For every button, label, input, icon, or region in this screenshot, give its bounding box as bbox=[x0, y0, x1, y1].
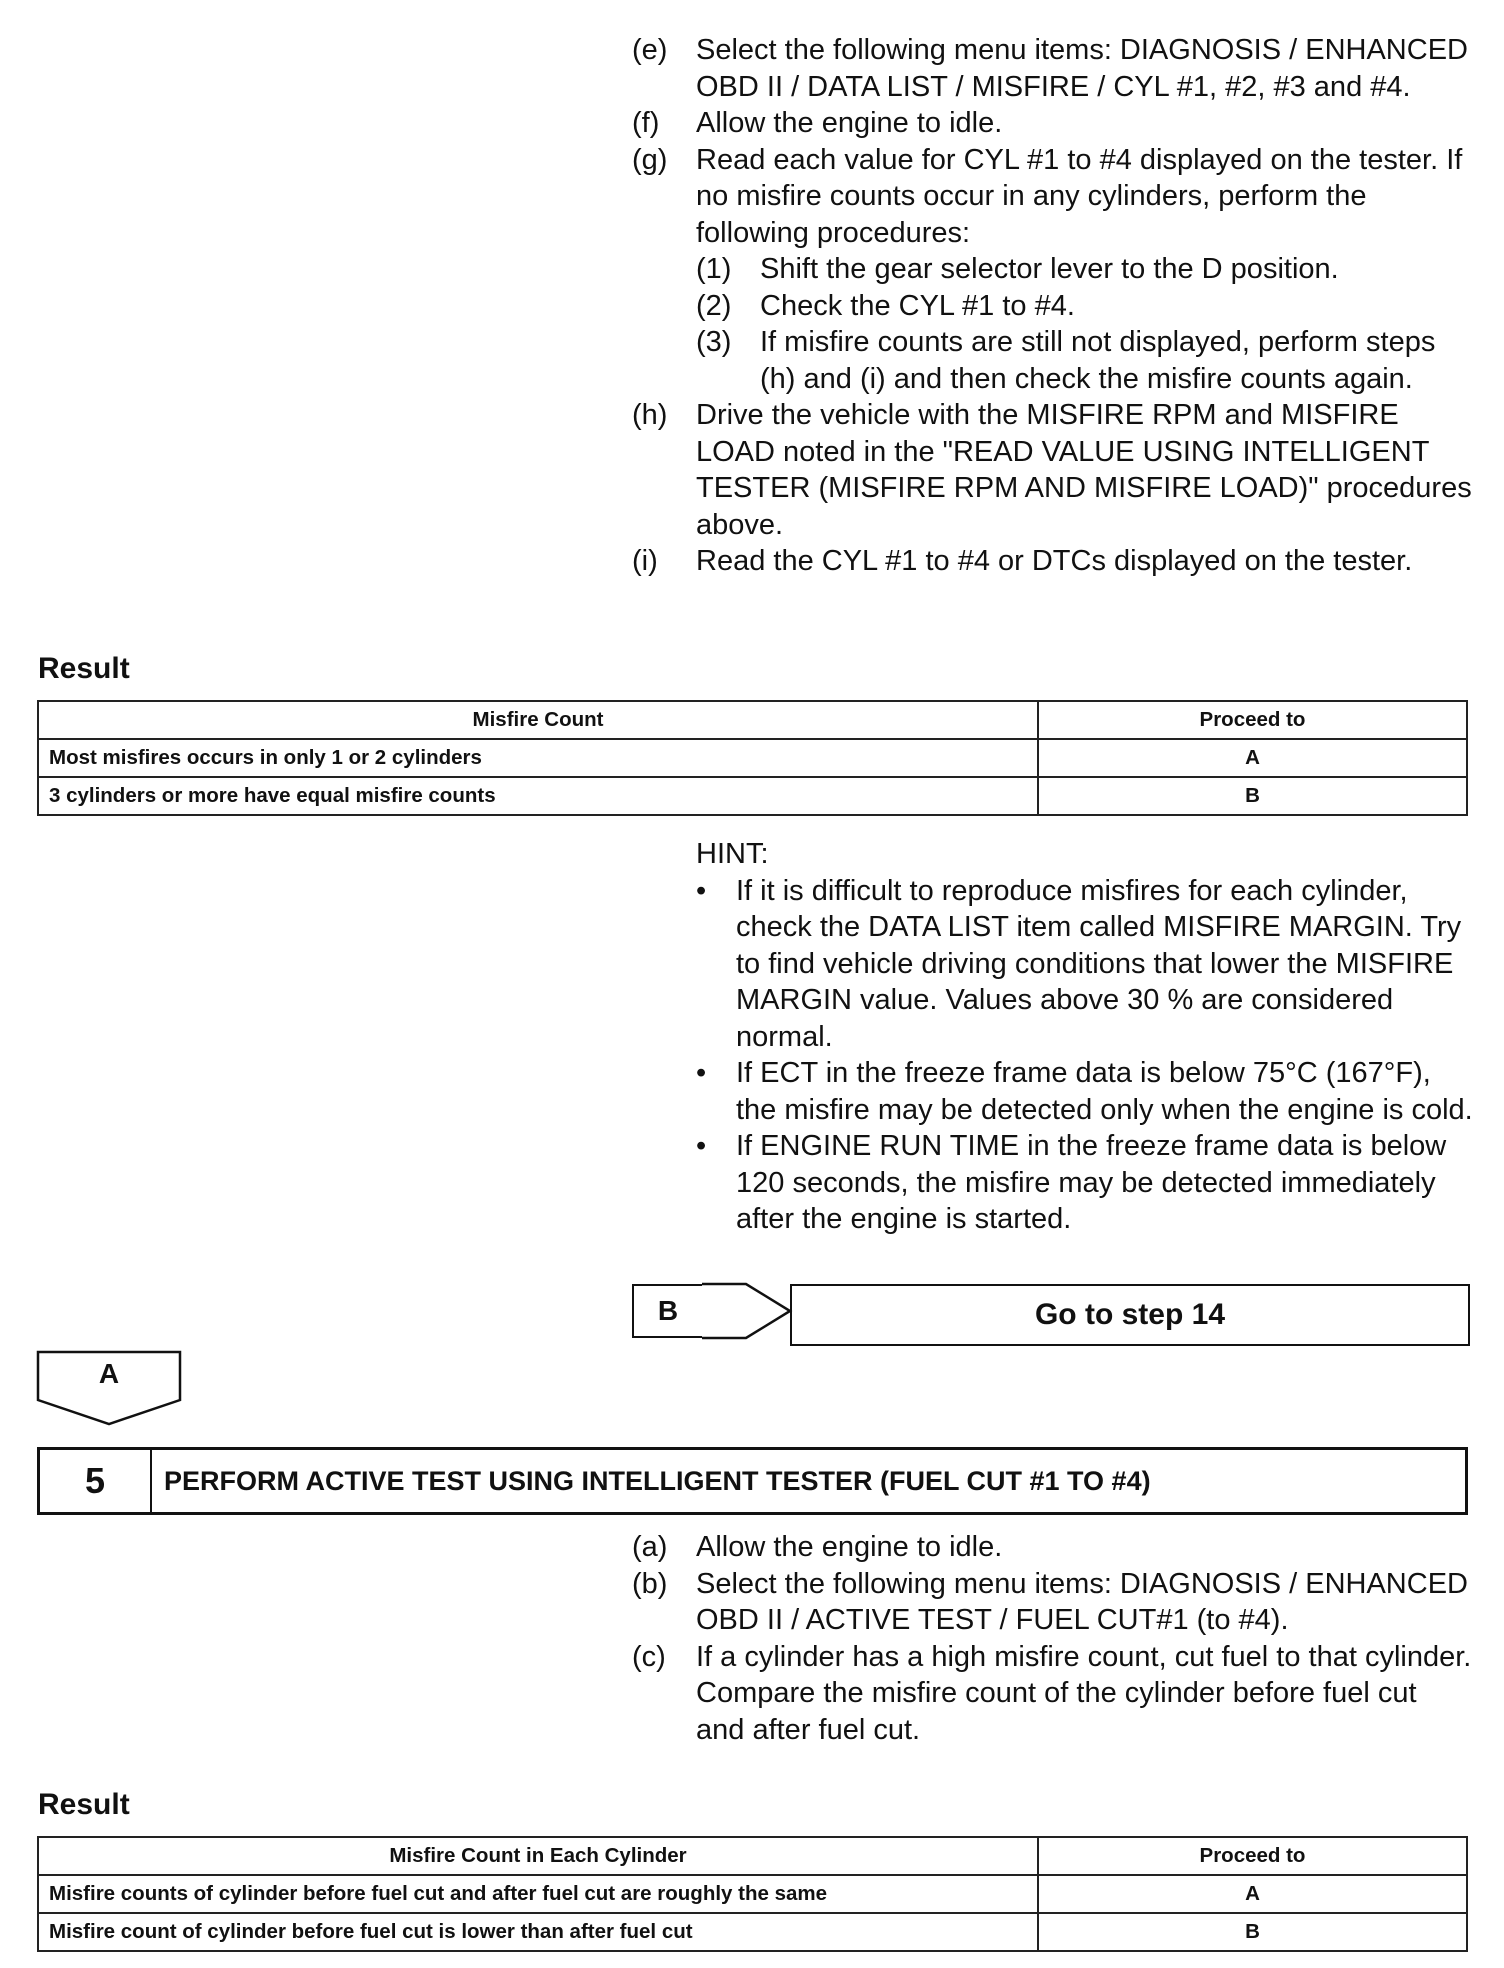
step-b bbox=[632, 1566, 1472, 1639]
hint-block bbox=[696, 836, 1476, 1238]
step-label: (g) bbox=[632, 143, 668, 176]
step-label: (f) bbox=[632, 107, 660, 139]
step-label: (a) bbox=[632, 1531, 668, 1563]
bullet-icon: • bbox=[696, 1057, 707, 1089]
bullet-icon: • bbox=[696, 874, 707, 907]
step-e bbox=[632, 32, 1472, 105]
step-c bbox=[632, 1639, 1472, 1749]
table-row bbox=[38, 1913, 1467, 1951]
result-heading: Result bbox=[38, 652, 130, 685]
bullet-icon: • bbox=[696, 1130, 707, 1162]
table-cell: B bbox=[1038, 777, 1467, 815]
step-label: (i) bbox=[632, 545, 658, 577]
hint-title: HINT: bbox=[696, 838, 769, 870]
step-label: (c) bbox=[632, 1640, 666, 1673]
table-cell: Most misfires occurs in only 1 or 2 cylinders bbox=[38, 739, 1038, 777]
step-f bbox=[632, 105, 1472, 142]
substep-text: Shift the gear selector lever to the D position. bbox=[760, 253, 1339, 285]
substep-1 bbox=[696, 251, 1472, 288]
substep-label: (2) bbox=[696, 289, 732, 322]
table-cell: Misfire count of cylinder before fuel cut is lower than after fuel cut bbox=[38, 1913, 1038, 1951]
substep-2 bbox=[696, 288, 1472, 325]
step-a bbox=[632, 1529, 1472, 1566]
step-i bbox=[632, 543, 1472, 580]
substep-label: (1) bbox=[696, 253, 732, 285]
step-g bbox=[632, 142, 1472, 252]
step-text: Allow the engine to idle. bbox=[696, 1531, 1003, 1563]
substep-text: If misfire counts are still not displayed, perform steps (h) and (i) and then check the misfire counts again. bbox=[760, 326, 1436, 395]
hint-bullet bbox=[696, 873, 1476, 1056]
table-header-cell: Proceed to bbox=[1038, 1837, 1467, 1875]
table-header-cell: Misfire Count bbox=[38, 701, 1038, 739]
step-5-header bbox=[37, 1447, 1468, 1515]
procedure-steps-top bbox=[632, 32, 1472, 580]
table-cell: 3 cylinders or more have equal misfire counts bbox=[38, 777, 1038, 815]
hint-text: If ENGINE RUN TIME in the freeze frame data is below 120 seconds, the misfire may be detected immediately after the engine is started. bbox=[736, 1130, 1447, 1235]
table-row bbox=[38, 739, 1467, 777]
procedure-steps-bottom bbox=[632, 1529, 1472, 1748]
hint-text: If ECT in the freeze frame data is below 75°C (167°F), the misfire may be detected only when the engine is cold. bbox=[736, 1057, 1473, 1126]
hint-bullet bbox=[696, 1055, 1476, 1128]
table-header-cell: Misfire Count in Each Cylinder bbox=[38, 1837, 1038, 1875]
table-row bbox=[38, 777, 1467, 815]
table-header-row bbox=[38, 1837, 1467, 1875]
step-h bbox=[632, 397, 1472, 543]
hint-text: If it is difficult to reproduce misfires for each cylinder, check the DATA LIST item called MISFIRE MARGIN. Try to find vehicle driving conditions that lower the MISFIRE MARGIN value. Values above 30 % are considered normal. bbox=[736, 874, 1462, 1053]
step-text: Read each value for CYL #1 to #4 displayed on the tester. If no misfire counts occur in any cylinders, perform the following procedures: bbox=[696, 143, 1463, 249]
table-cell: B bbox=[1038, 1913, 1467, 1951]
step-label: (h) bbox=[632, 399, 668, 431]
step-number: 5 bbox=[40, 1450, 152, 1512]
branch-arrow-icon bbox=[702, 1282, 794, 1342]
table-header-cell: Proceed to bbox=[1038, 701, 1467, 739]
result-heading: Result bbox=[38, 1788, 130, 1821]
table-header-row bbox=[38, 701, 1467, 739]
goto-step-box: Go to step 14 bbox=[790, 1284, 1470, 1346]
step-title: PERFORM ACTIVE TEST USING INTELLIGENT TESTER (FUEL CUT #1 TO #4) bbox=[164, 1465, 1151, 1496]
substep-label: (3) bbox=[696, 326, 732, 358]
branch-a-label: A bbox=[98, 1358, 120, 1389]
table-row bbox=[38, 1875, 1467, 1913]
table-cell: A bbox=[1038, 1875, 1467, 1913]
table-cell: Misfire counts of cylinder before fuel cut and after fuel cut are roughly the same bbox=[38, 1875, 1038, 1913]
branch-b-box: B bbox=[632, 1284, 704, 1338]
substep-text: Check the CYL #1 to #4. bbox=[760, 289, 1075, 322]
step-label: (b) bbox=[632, 1567, 668, 1600]
step-text: Select the following menu items: DIAGNOSIS / ENHANCED OBD II / DATA LIST / MISFIRE / CYL #1, #2, #3 and #4. bbox=[696, 34, 1468, 103]
step-text: Drive the vehicle with the MISFIRE RPM and MISFIRE LOAD noted in the "READ VALUE USING INTELLIGENT TESTER (MISFIRE RPM AND MISFIRE LOAD)" procedures above. bbox=[696, 399, 1472, 541]
step-text: Read the CYL #1 to #4 or DTCs displayed on the tester. bbox=[696, 545, 1413, 577]
result-table-1 bbox=[37, 700, 1468, 816]
hint-bullet bbox=[696, 1128, 1476, 1238]
table-cell: A bbox=[1038, 739, 1467, 777]
step-text: Allow the engine to idle. bbox=[696, 107, 1003, 139]
result-table-2 bbox=[37, 1836, 1468, 1952]
step-label: (e) bbox=[632, 34, 668, 66]
step-text: If a cylinder has a high misfire count, cut fuel to that cylinder. Compare the misfire count of the cylinder before fuel cut and after fuel cut. bbox=[696, 1640, 1472, 1746]
substep-3 bbox=[696, 324, 1472, 397]
substeps bbox=[696, 251, 1472, 397]
step-text: Select the following menu items: DIAGNOSIS / ENHANCED OBD II / ACTIVE TEST / FUEL CUT#1 (to #4). bbox=[696, 1567, 1468, 1636]
